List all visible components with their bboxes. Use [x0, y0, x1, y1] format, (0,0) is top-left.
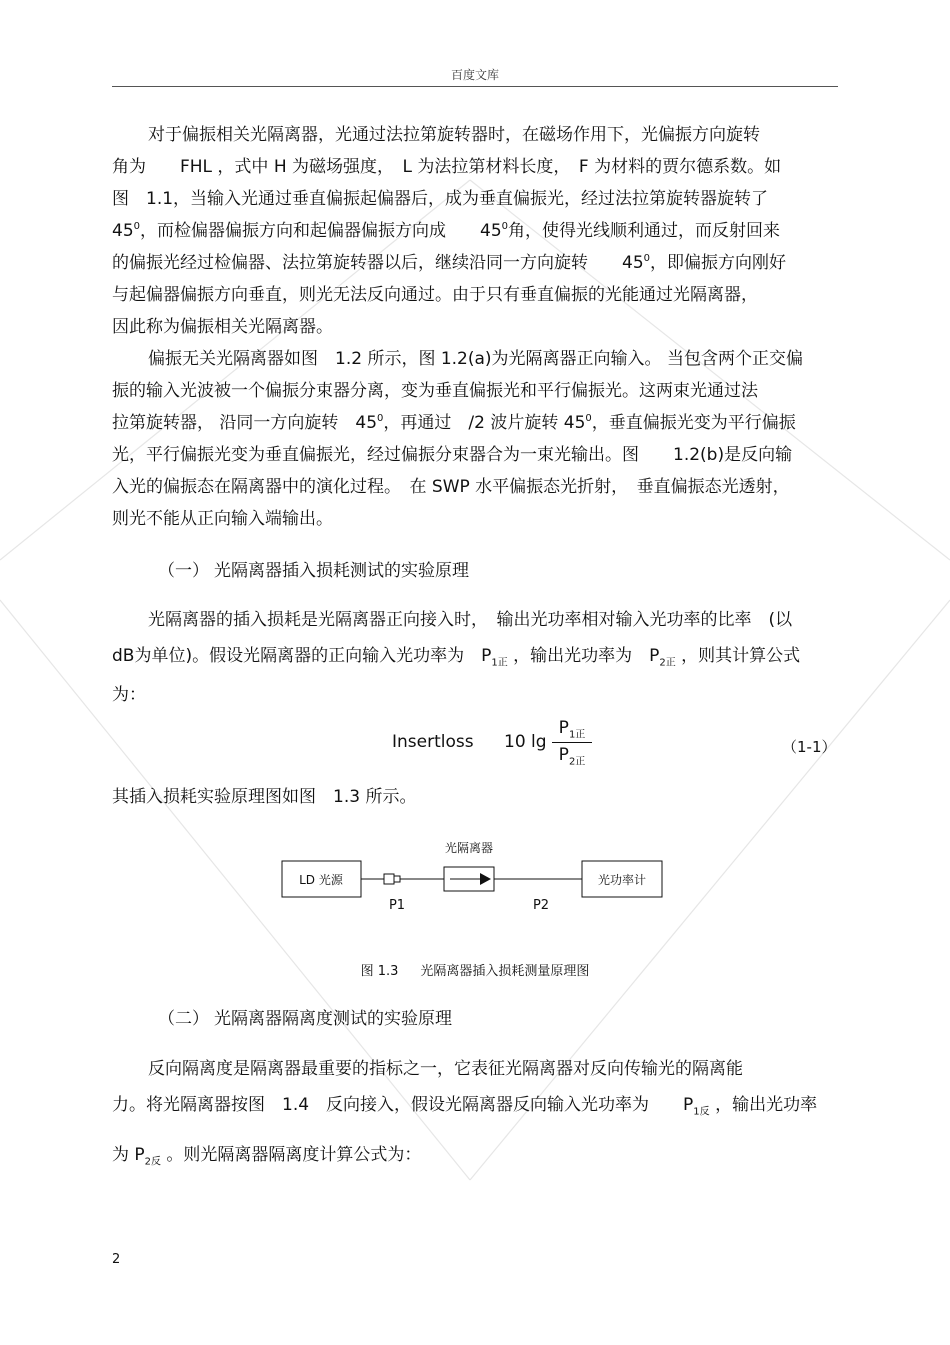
- p1-line-6: 与起偏器偏振方向垂直，则光无法反向通过。由于只有垂直偏振的光能通过光隔离器，: [112, 285, 758, 305]
- p2-line-2: 振的输入光波被一个偏振分束器分离，变为垂直偏振光和平行偏振光。这两束光通过法: [112, 381, 758, 401]
- p2-label: P2: [532, 898, 550, 913]
- text-run: ，则其计算公式: [675, 646, 801, 666]
- header-site-name: 百度文库: [450, 68, 499, 82]
- section-number: （一）: [158, 561, 209, 581]
- p4-line-1: 其插入损耗实验原理图如图 1.3 所示。: [112, 787, 417, 807]
- p2-line-4: 光，平行偏振光变为垂直偏振光，经过偏振分束器合为一束光输出。图 1.2(b)是反向输: [112, 445, 793, 465]
- connector-icon: [384, 874, 394, 884]
- degree-mark: 0: [133, 221, 141, 232]
- connector-tip-icon: [394, 876, 400, 882]
- text-run: 拉第旋转器， 沿同一方向旋转 45: [112, 413, 378, 433]
- formula-coefficient: 10 lg: [504, 732, 547, 752]
- figure-number: 图 1.3: [360, 964, 399, 979]
- p1-line-7: 因此称为偏振相关光隔离器。: [112, 317, 333, 337]
- degree-mark: 0: [377, 413, 384, 424]
- section-title: 光隔离器隔离度测试的实验原理: [214, 1009, 452, 1029]
- p1-line-2: 角为 FHL ，式中 H 为磁场强度， L 为法拉第材料长度， F 为材料的贾尔德系数。如: [112, 157, 782, 177]
- diagram-isolator-label: 光隔离器: [444, 841, 494, 855]
- p2-line-5: 入光的偏振态在隔离器中的演化过程。 在 SWP 水平偏振态光折射， 垂直偏振态光透射，: [112, 477, 790, 497]
- text-run: 角，使得光线顺利通过，而反射回来: [508, 221, 781, 241]
- p3-line-3: 为：: [112, 685, 146, 705]
- subscript: 1正: [491, 657, 508, 669]
- denominator-symbol: P: [558, 745, 569, 765]
- p5-line-2: [112, 1094, 817, 1116]
- numerator-subscript: 1正: [568, 729, 586, 741]
- p1-line-1: 对于偏振相关光隔离器，光通过法拉第旋转器时，在磁场作用下，光偏振方向旋转: [148, 125, 760, 145]
- isolator-arrow-icon: [480, 873, 491, 885]
- subscript: 2反: [144, 1156, 162, 1168]
- figure-caption: [0, 960, 950, 979]
- p2-line-6: 则光不能从正向输入端输出。: [112, 509, 333, 529]
- text-run: ，垂直偏振光变为平行偏振: [591, 413, 796, 433]
- text-run: 为 P: [112, 1145, 145, 1165]
- degree-mark: 0: [643, 253, 651, 264]
- p3-line-1: 光隔离器的插入损耗是光隔离器正向接入时， 输出光功率相对输入光功率的比率 (以: [148, 610, 793, 630]
- text-run: ，输出光功率: [709, 1095, 818, 1115]
- text-run: ，而检偏器偏振方向和起偏器偏振方向成 45: [140, 221, 502, 241]
- p2-line-1: 偏振无关光隔离器如图 1.2 所示，图 1.2(a)为光隔离器正向输入。 当包含两个正交偏: [148, 349, 803, 369]
- formula-name: Insertloss: [392, 732, 474, 752]
- text-run: 45: [112, 221, 134, 241]
- p1-line-3: 图 1.1，当输入光通过垂直偏振起偏器后，成为垂直偏振光，经过法拉第旋转器旋转了: [112, 189, 769, 209]
- section-title: 光隔离器插入损耗测试的实验原理: [214, 561, 469, 581]
- text-run: 。则光隔离器隔离度计算公式为：: [161, 1145, 422, 1165]
- text-run: ，即偏振方向刚好: [650, 253, 787, 273]
- p5-line-1: 反向隔离度是隔离器最重要的指标之一，它表征光隔离器对反向传输光的隔离能: [148, 1059, 743, 1079]
- text-run: ，输出光功率为 P: [507, 646, 660, 666]
- degree-mark: 0: [585, 413, 592, 424]
- section-heading-2: [158, 1008, 452, 1030]
- text-run: 力。将光隔离器按图 1.4 反向接入，假设光隔离器反向输入光功率为 P: [112, 1095, 694, 1115]
- denominator-subscript: 2正: [568, 756, 586, 768]
- text-run: ，再通过 /2 波片旋转 45: [383, 413, 586, 433]
- power-meter-label: 光功率计: [597, 873, 647, 887]
- text-run: 的偏振光经过检偏器、法拉第旋转器以后，继续沿同一方向旋转 45: [112, 253, 644, 273]
- equation-number: （1-1）: [782, 738, 837, 756]
- p5-line-3: [112, 1144, 421, 1166]
- section-number: （二）: [158, 1009, 209, 1029]
- subscript: 1反: [693, 1106, 710, 1118]
- page-number: 2: [112, 1252, 121, 1267]
- figure-caption-text: 光隔离器插入损耗测量原理图: [420, 964, 590, 979]
- ld-source-label: LD 光源: [299, 873, 343, 887]
- subscript: 2正: [659, 657, 676, 669]
- text-run: dB为单位)。假设光隔离器的正向输入光功率为 P: [112, 646, 492, 666]
- degree-mark: 0: [501, 221, 509, 232]
- numerator-symbol: P: [558, 718, 569, 738]
- p1-label: P1: [388, 898, 406, 913]
